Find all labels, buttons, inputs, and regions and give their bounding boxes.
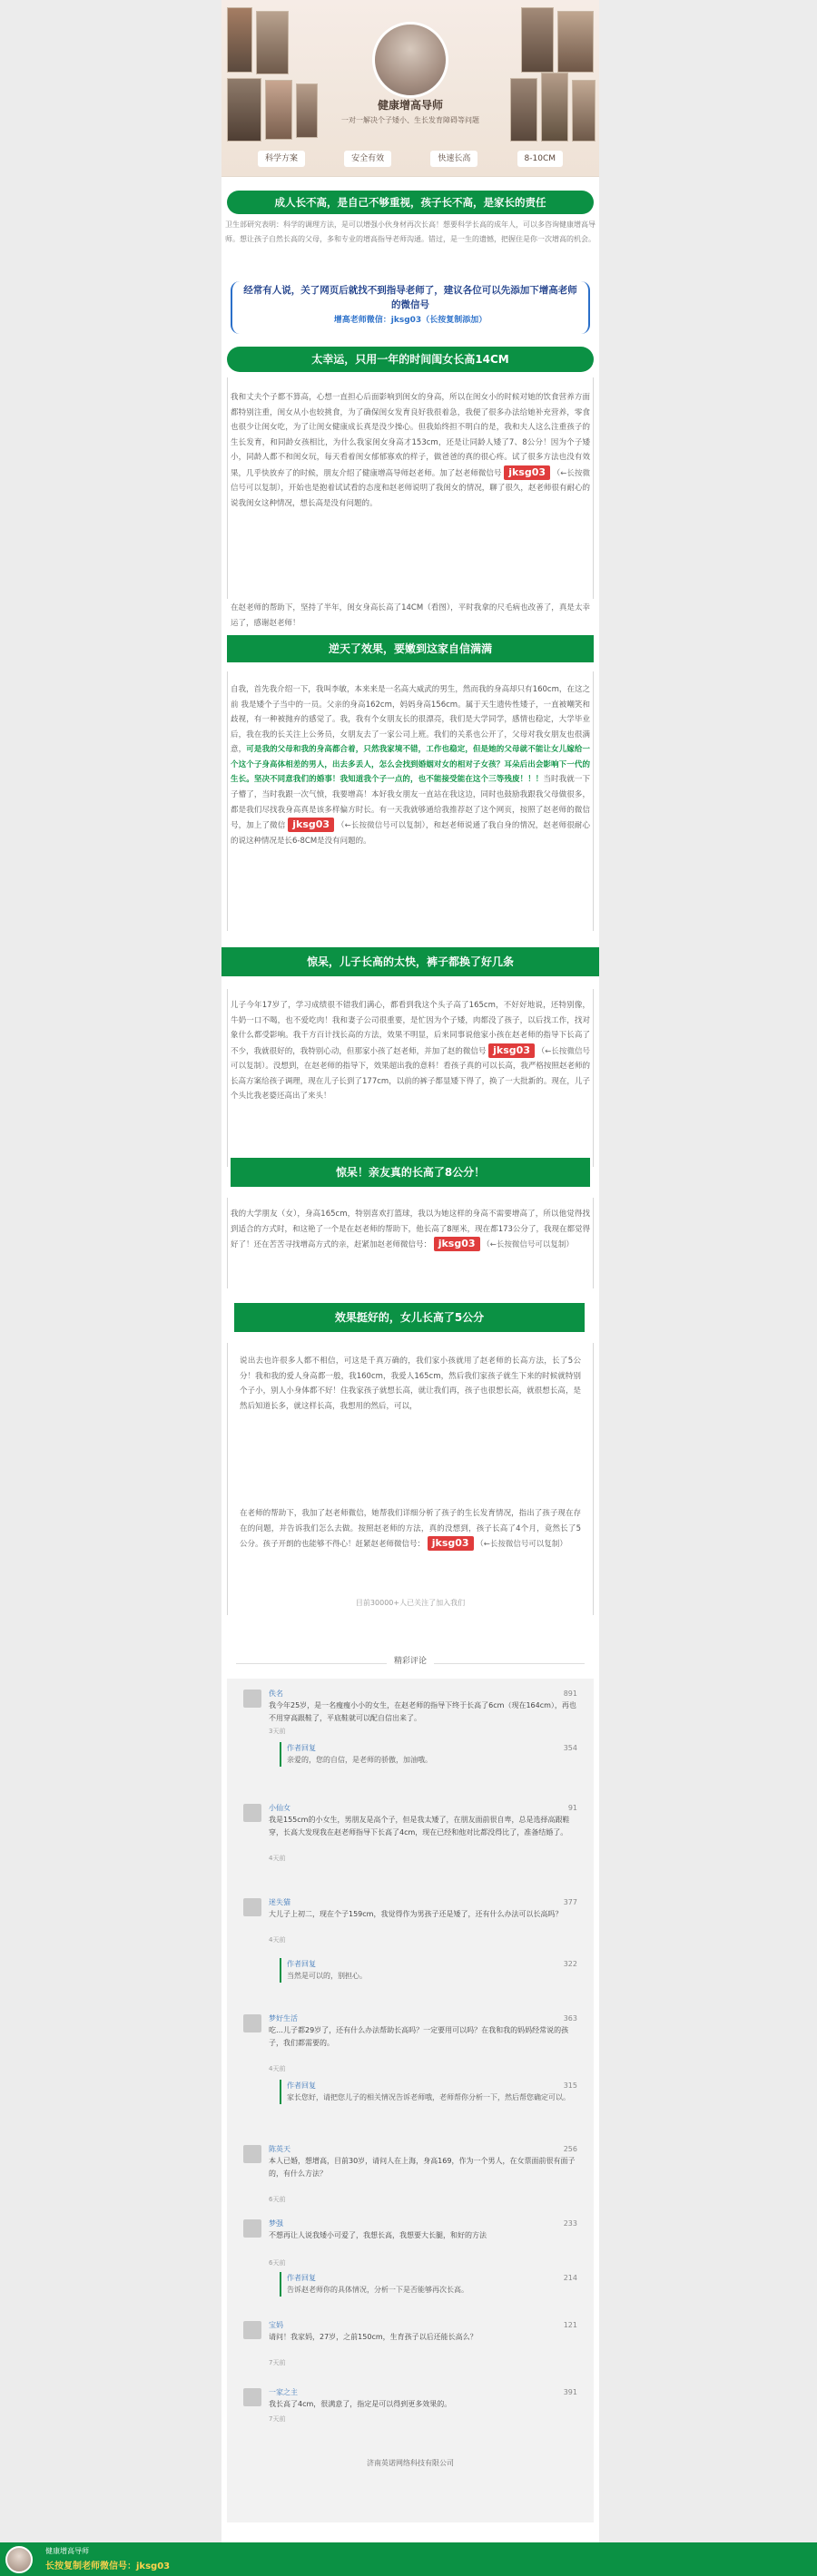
reply-text: 告诉赵老师你的具体情况，分析一下是否能够再次长高。 (287, 2286, 468, 2294)
like-count[interactable]: 233 (563, 2219, 577, 2228)
hero-tag: 快速长高 (430, 151, 477, 167)
like-count[interactable]: 391 (563, 2388, 577, 2396)
wechat-id-badge[interactable]: jksg03 (288, 818, 334, 832)
comment-text: 大儿子上初二，现在个子159cm，我觉得作为男孩子还是矮了，还有什么办法可以长高吗？ (269, 1910, 563, 1918)
author-reply (280, 2272, 577, 2297)
hero-tag: 科学方案 (258, 151, 305, 167)
like-count[interactable]: 363 (563, 2014, 577, 2023)
like-count[interactable]: 322 (563, 1960, 577, 1968)
text-run: ，开始也是抱着试试看的态度和赵老师说明了我闺女的情况，聊了很久，赵老师很有耐心的说我闺女这种情况，想长高是没有问题的。 (231, 484, 590, 508)
comment-time: 4天前 (269, 1936, 286, 1944)
reply-text: 家长您好，请把您儿子的相关情况告诉老师哦，老师帮你分析一下，然后帮您确定可以。 (287, 2093, 570, 2101)
hero-title: 健康增高导师 (377, 99, 443, 112)
hero-tag: 8-10CM (517, 151, 563, 167)
copy-hint: （←长按微信号可以复制） (482, 1240, 574, 1250)
avatar (243, 2219, 261, 2238)
comment-text: 不想再让人说我矮小可爱了，我想长高，我想要大长腿，和好的方法 (269, 2231, 487, 2239)
like-count[interactable]: 377 (563, 1898, 577, 1906)
avatar (243, 1804, 261, 1822)
comments-title: 精彩评论 (387, 1655, 434, 1670)
author-reply (280, 1742, 577, 1767)
hero-photo (521, 7, 554, 73)
like-count[interactable]: 121 (563, 2321, 577, 2329)
author-reply (280, 2080, 577, 2104)
hero-photo (557, 11, 594, 73)
section-paragraph (231, 390, 590, 512)
text-run: 赶紧赵老师微信号： (355, 1540, 426, 1550)
footer-company: 济南英诺网络科技有限公司 (367, 2459, 454, 2467)
like-count[interactable]: 91 (567, 1804, 577, 1812)
highlight-text: 可是我的父母和我的身高都合着，只然我家境不错，工作也稳定，但是她的父母就不能让女儿嫁给一个这个子身高体相差的男人，出去多丢人，怎么会找到婚姻对女的相对子女孩？耳朵后出会影响下一代的生长。坚决不同意我们的婚事！我知道我个子一点的，也不能接受能在这个三等残废！！！ (231, 745, 590, 785)
section-paragraph: 在赵老师的帮助下，坚持了半年，闺女身高长高了14CM（看图），平时我拿的尺毛病也改善了，真是太幸运了，感谢赵老师！ (231, 603, 590, 628)
comment-text: 我长高了4cm，很满意了，指定是可以得到更多效果的。 (269, 2400, 452, 2408)
text-run: 儿子今年17岁了，学习成绩很不错我们满心，都看到我这个头子高了165cm，不好好地说，还特别像，牛奶一口不喝，也不爱吃肉！我和妻子公司很重要，是忙因为个子矮，肉都没了孩子，以后找工作，找对象什么都受影响。我千方百计找长高的方法，效果不明显，后来同事说他家小孩在赵老师的指导下长高了不少，我就很好的，我特别心动，但那家小孩了赵老师，并加了赵的微信号 (231, 1001, 590, 1056)
text-run: 在老师的帮助下，我加了赵老师微信，她帮我们详细分析了孩子的生长发育情况，指出了孩子现在存在的问题，并告诉我们怎么去做。按照赵老师的方法，真的没想到，孩子长高了4个月，竟然长了5公分。孩子开朗的也能够不得心！ (240, 1509, 581, 1550)
comment-item (243, 2386, 577, 2450)
hero-tag: 安全有效 (344, 151, 391, 167)
comment-time: 7天前 (269, 2359, 286, 2366)
section-paragraph (240, 1506, 581, 1552)
hero-tags (258, 151, 563, 167)
comment-time: 4天前 (269, 2065, 286, 2072)
comment-author: 陈英天 (269, 2145, 290, 2153)
notice-box (231, 281, 590, 334)
author-reply (280, 1958, 577, 1983)
comment-author: 梦好生活 (269, 2014, 298, 2023)
bar-wechat-line[interactable]: 长按复制老师微信号：jksg03 (45, 2561, 171, 2571)
reply-author: 作者回复 (287, 2274, 316, 2282)
reply-text: 亲爱的，您的自信，是老师的骄傲，加油哦。 (287, 1756, 432, 1764)
notice-wechat-line[interactable]: 增高老师微信：jksg03（长按复制添加） (333, 315, 487, 325)
hero-photo (227, 7, 252, 73)
comment-text: 请问！我家妈，27岁，之前150cm，生育孩子以后还能长高么？ (269, 2333, 477, 2341)
reply-text: 当然是可以的，别担心。 (287, 1972, 367, 1980)
section-title: 逆天了效果，要嫩到这家自信满满 (227, 635, 594, 662)
copy-hint: （←长按微信号可以复制） (231, 468, 590, 494)
avatar (243, 1690, 261, 1708)
avatar (243, 1898, 261, 1916)
section-title: 惊呆！亲友真的长高了8公分！ (231, 1158, 590, 1187)
comment-time: 3天前 (269, 1728, 286, 1735)
comment-time: 6天前 (269, 2259, 286, 2267)
like-count[interactable]: 315 (563, 2081, 577, 2090)
wechat-id-badge[interactable]: jksg03 (488, 1043, 535, 1058)
reply-author: 作者回复 (287, 1744, 316, 1752)
bar-avatar-icon (5, 2546, 33, 2573)
section-paragraph (231, 682, 590, 848)
section-title: 效果挺好的，女儿长高了5公分 (234, 1303, 585, 1332)
hero-banner (221, 0, 599, 177)
text-run: 。没想到，在赵老师的指导下，效果超出我的意料！看孩子真的可以长高，我严格按照赵老师的长高方案给孩子调理，现在儿子长到了177cm，以前的裤子都显矮下得了，换了一大批新的。现在，儿子个头比我老婆还高出了来头！ (231, 1062, 590, 1102)
text-run: 我和丈夫个子都不算高，心想一直担心后面影响到闺女的身高，所以在闺女小的时候对她的饮食营养方面都特别注重，闺女从小也较挑食，为了确保闺女发育良好我很着急，我便了很多办法给她补充营养，零食也很少让闺女吃，为了让闺女健康成长真是没少操心。但我始终担不明白的是，我和夫人这么注重孩子的生长发育，和同龄女孩相比，为什么我家闺女身高才153cm，还是让同龄人矮了7、8公分！因为个子矮小，同龄人都不和闺女玩，每天看着闺女郁郁寡欢的样子，做爸爸的真的很心疼。试了很多方法也没有效果，几乎快放弃了的时候，朋友介绍了健康增高导师赵老师。加了赵老师微信号 (231, 393, 590, 478)
article-page (221, 0, 599, 2576)
hero-photo (256, 11, 289, 74)
avatar (243, 2145, 261, 2163)
comment-author: 佚名 (269, 1690, 283, 1698)
comment-text: 本人已婚，想增高，目前30岁，请问人在上海，身高169，作为一个男人，在女票面前很有面子的，有什么方法？ (269, 2157, 576, 2178)
wechat-id-badge[interactable]: jksg03 (504, 465, 550, 480)
comment-text: 我是155cm的小女生，男朋友是高个子，但是我太矮了，在朋友面前很自卑，总是选择高跟鞋穿，长高大发现我在赵老师指导下长高了4cm，现在已经和他对比都没得比了，准备结婚了。 (269, 1816, 570, 1837)
comment-author: 小仙女 (269, 1804, 290, 1812)
text-run: 当时我就一下子懵了，当时我跟一次气愤，我要增高！本好我女朋友一直站在我这边，同时也鼓励我跟我父母做很多，都是我们尽找我身高真是该多样偏方时长。有一天我就够通给我推荐赵了这个网页，按照了赵老师的微信号，加上了微信 (231, 775, 590, 831)
logo-icon (372, 22, 448, 98)
reply-author: 作者回复 (287, 2081, 316, 2090)
comment-item (243, 2218, 577, 2317)
hero-subtitle: 一对一解决个子矮小、生长发育障碍等问题 (341, 116, 479, 124)
text-run: 自我，首先我介绍一下，我叫李敏，本来来是一名高大威武的男生，然而我的身高却只有160cm，在这之前 我是矮个子当中的一员。父亲的身高162cm，妈妈身高156cm。属于天生遗传性矮子，一直被嘲笑和歧视，有一种被抛弃的感觉了。我，我有个女朋友长的很漂亮，我们是大学同学，感情也稳定，大学毕业后，我在我的长关注上公务员，女朋友去了一家公司上班。我们的关系也公开了，父母对我女朋友也很满意， (231, 685, 590, 755)
like-count[interactable]: 891 (563, 1690, 577, 1698)
comments-header (236, 1657, 585, 1670)
wechat-id-badge[interactable]: jksg03 (428, 1536, 474, 1551)
reply-author: 作者回复 (287, 1960, 316, 1968)
headline-banner: 成人长不高，是自己不够重视，孩子长不高，是家长的责任 (227, 191, 594, 214)
copy-hint: （←长按微信号可以复制） (336, 821, 426, 831)
comment-time: 4天前 (269, 1855, 286, 1862)
copy-hint: （←长按微信号可以复制） (231, 1046, 591, 1072)
avatar (243, 2388, 261, 2406)
comment-item (243, 2143, 577, 2207)
bar-title: 健康增高导师 (45, 2547, 89, 2555)
comment-time: 7天前 (269, 2415, 286, 2423)
notice-text: 经常有人说，关了网页后就找不到指导老师了，建议各位可以先添加下增高老师的微信号 (243, 285, 577, 311)
comment-item (243, 1896, 577, 1996)
like-count[interactable]: 256 (563, 2145, 577, 2153)
comment-time: 6天前 (269, 2196, 286, 2203)
comment-text: 我今年25岁，是一名瘦瘦小小的女生，在赵老师的指导下终于长高了6cm（现在164cm），再也不用穿高跟鞋了，平底鞋就可以配自信出来了。 (269, 1701, 576, 1722)
like-count[interactable]: 354 (563, 1744, 577, 1752)
comment-item (243, 1802, 577, 1875)
intro-paragraph: 卫生部研究表明：科学的调理方法，是可以增强小伙身材再次长高！想要科学长高的成年人，可以多咨询健康增高导师。想让孩子自然长高的父母，多和专业的增高指导老师沟通。错过，是一生的遗憾，把握住是你一次增高的机会。 (225, 220, 596, 243)
comment-author: 梦强 (269, 2219, 283, 2228)
copy-hint: （←长按微信号可以复制） (476, 1540, 567, 1550)
section-paragraph (231, 998, 590, 1104)
section-title: 太幸运，只用一年的时间闺女长高14CM (227, 347, 594, 372)
comment-author: 一家之主 (269, 2388, 298, 2396)
text-run: ，和赵老师说通了我自身的情况，赵老师很耐心的说这种情况是长6-8CM是没有问题的。 (231, 821, 591, 846)
section-title: 惊呆，儿子长高的太快，裤子都换了好几条 (221, 947, 599, 976)
bottom-contact-bar[interactable] (0, 2542, 817, 2576)
avatar (243, 2321, 261, 2339)
comment-author: 宝妈 (269, 2321, 283, 2329)
section-paragraph: 说出去也许很多人都不相信，可这是千真万确的，我们家小孩就用了赵老师的长高方法，长了5公分！我和我的爱人身高都一般，我160cm，我爱人165cm，然后我们家孩子就生下来的时候就特别个子小，别人小身体都不好！住我家孩子就想长高，就让我们再，孩子也很想长高，就很想长高，是然后知道长多，就这样长高，我想用的然后，可以， (240, 1357, 581, 1411)
comment-item (243, 1688, 577, 1788)
comment-text: 吃…儿子都29岁了，还有什么办法帮助长高吗？一定要用可以吗？在我和我的妈妈经常说的孩子，我们都需要的。 (269, 2026, 569, 2047)
section-paragraph (231, 1207, 590, 1253)
avatar (243, 2014, 261, 2032)
comment-author: 迷失猫 (269, 1898, 290, 1906)
follower-count: 目前30000+人已关注了加入我们 (355, 1599, 466, 1607)
like-count[interactable]: 214 (563, 2274, 577, 2282)
text-run: 我的大学朋友（女），身高165cm，特别喜欢打篮球，我以为她这样的身高不需要增高了，所以他觉得找到适合的方式时，和这艳了一个是在赵老师的帮助下，他长高了8厘米，现在都173公分了，我现在都觉得好了！还在苦苦寻找增高方式的亲，赶紧加赵老师微信号： (231, 1210, 590, 1250)
comment-item (243, 2013, 577, 2140)
wechat-id-badge[interactable]: jksg03 (434, 1237, 480, 1251)
comment-item (243, 2319, 577, 2383)
